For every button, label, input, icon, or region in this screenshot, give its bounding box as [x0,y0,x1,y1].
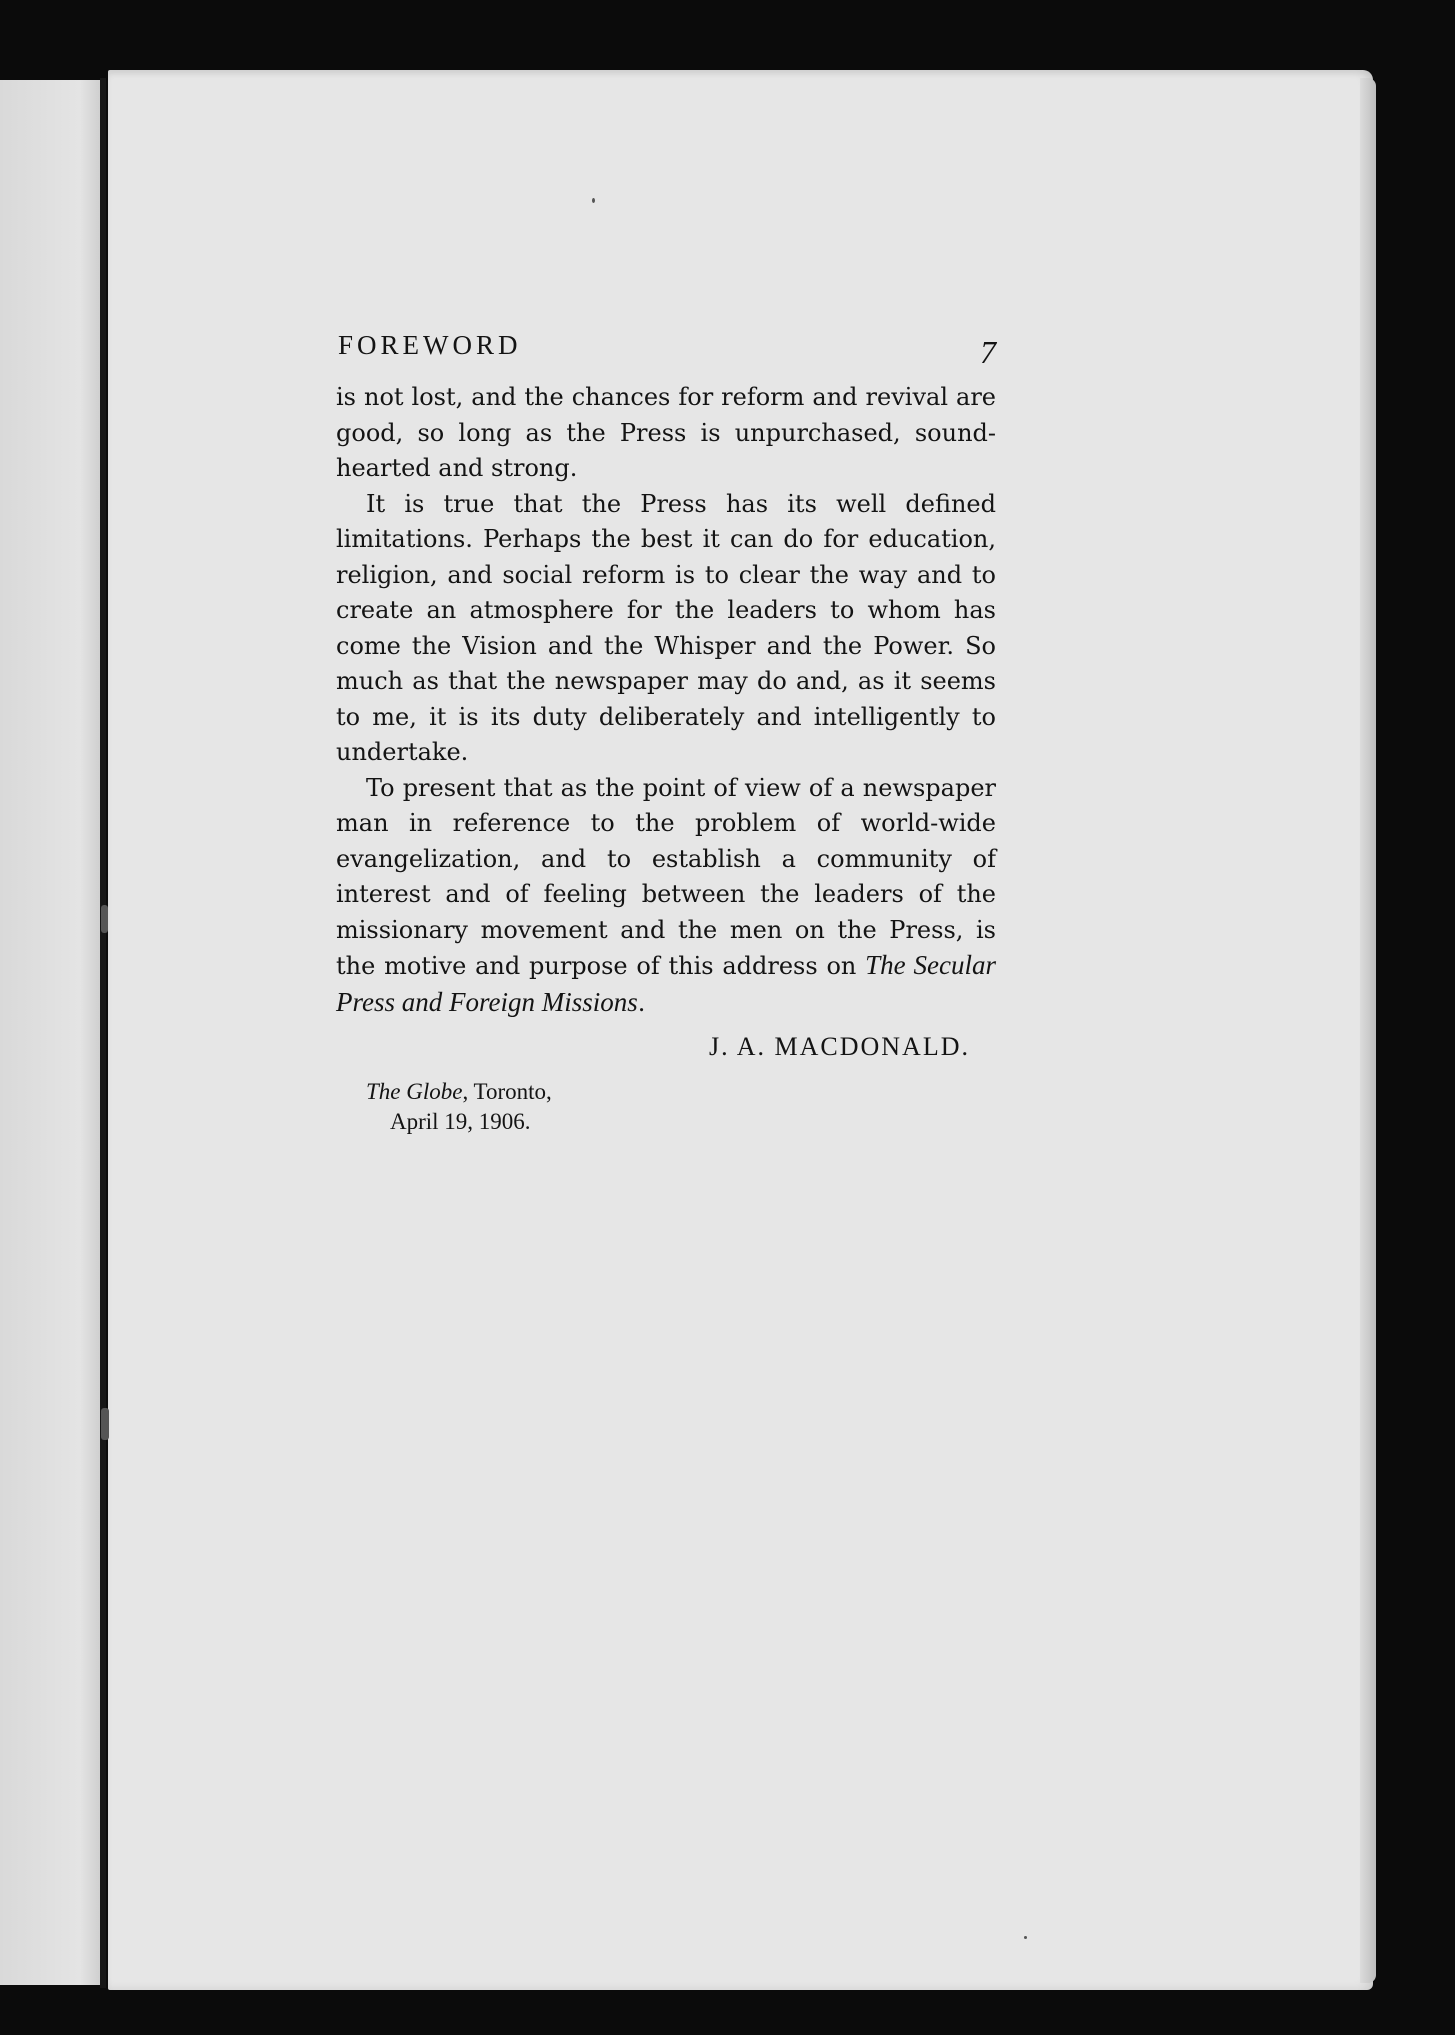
facing-page-edge [0,80,100,1985]
book-gutter [100,78,106,1988]
newspaper-name: The Globe [366,1079,463,1104]
dateline [366,1077,996,1137]
dust-speck [101,1408,109,1440]
paragraph-purpose-end: . [637,988,646,1017]
page-text-block [336,330,996,1137]
paragraph-limitations: It is true that the Press has its well defined limitations. Perhaps the best it can do for education, religion, and social reform is to clear the way and to create an atmosphere for the leaders to whom has come the Vision and the Whisper and the Power. So much as that the newspaper may do and, as it seems to me, it is its duty deliberately and intelligently to undertake. [336,489,996,766]
paragraph-purpose [336,771,996,1022]
paragraph-purpose-text: To present that as the point of view of a newspaper man in reference to the problem of world-wide evangelization, and to establish a community of interest and of feeling between the leaders of the missionary movement and the men on the Press, is the motive and purpose of this address on [336,773,996,980]
running-head [336,330,996,374]
dust-speck [592,198,595,203]
dust-speck [1024,1936,1027,1939]
page-number: 7 [980,334,996,370]
author-signature: J. A. MACDONALD. [709,1032,970,1061]
address-title: The Secular Press and Foreign Missions [336,950,996,1017]
dust-speck [101,905,108,933]
dateline-city: , Toronto, [462,1079,552,1104]
running-head-title: FOREWORD [338,330,522,360]
dateline-date: April 19, 1906. [390,1109,531,1134]
page-edge-shadow [1360,78,1376,1983]
paragraph-continued: is not lost, and the chances for reform and revival are good, so long as the Press is unpurchased, sound-hearted and strong. [336,383,996,482]
